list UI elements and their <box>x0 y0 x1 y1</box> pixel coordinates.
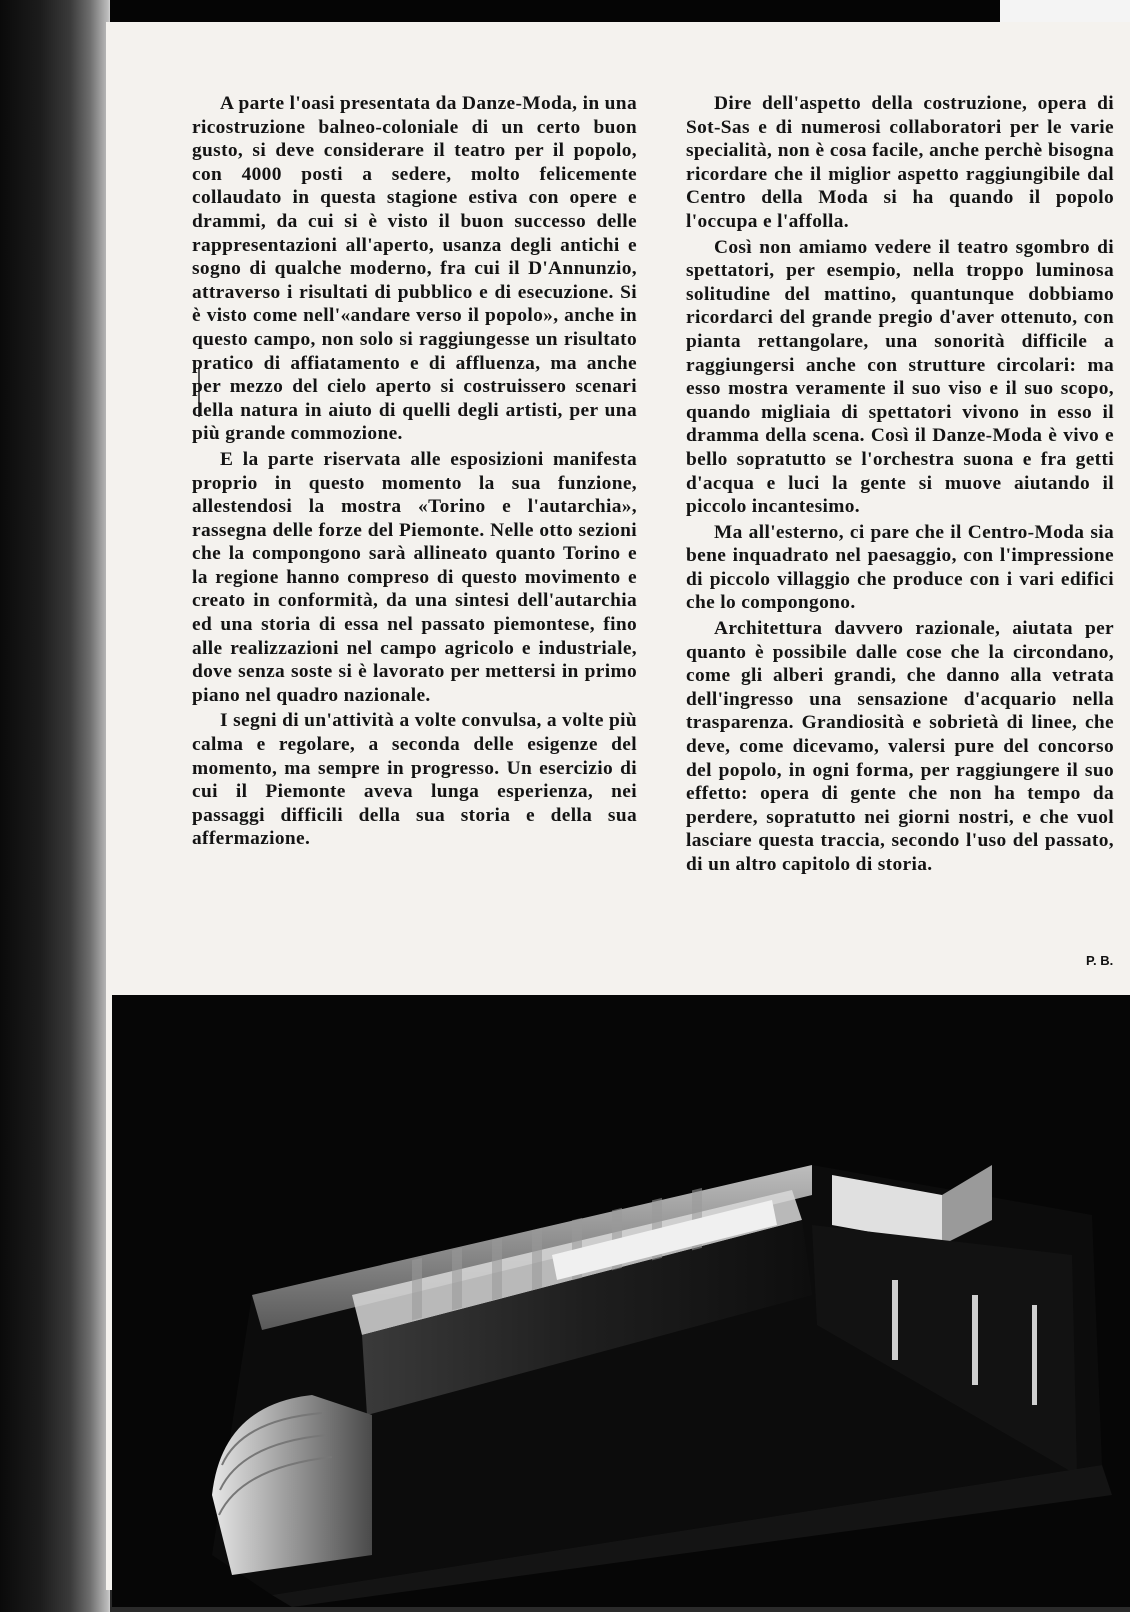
scan-binding-edge <box>0 0 110 1612</box>
paragraph: Architettura davvero razionale, aiutata per quanto è possibile dalle cose che la circondano, come gli alberi grandi, che danno alla vetrata dell'ingresso una sensazione d'acquario nella trasparenza. Grandiosità e sobrietà di linee, che deve, come dicevamo, valersi pure del concorso del popolo, in ogni forma, per raggiungere il suo effetto: opera di gente che non ha tempo da perdere, sopratutto nei giorni nostri, e che vuol lasciare questa traccia, secondo l'uso del passato, di un altro capitolo di storia. <box>686 618 1114 875</box>
building-photo <box>112 995 1130 1607</box>
paragraph: Così non amiamo vedere il teatro sgombro di spettatori, per esempio, nella troppo luminosa solitudine del mattino, quantunque dobbiamo ricordarci del grande pregio d'aver ottenuto, con pianta rettangolare, una sonorità difficile a raggiungersi anche con strutture circolari: ma esso mostra veramente il suo viso e il suo scopo, quando migliaia di spettatori vivono in esso il dramma della scena. Così il Danze-Moda è vivo e bello sopratutto se l'orchestra suona e fra getti d'acqua e luci la gente si muove aiutando il piccolo incantesimo. <box>686 236 1114 518</box>
article-right-column <box>686 92 1114 879</box>
scan-corner <box>1000 0 1130 22</box>
article-left-column <box>192 92 637 853</box>
paragraph: Ma all'esterno, ci pare che il Centro-Moda sia bene inquadrato nel paesaggio, con l'impressione di piccolo villaggio che produce con i vari edifici che lo compongono. <box>686 521 1114 614</box>
paragraph: I segni di un'attività a volte convulsa, a volte più calma e regolare, a seconda delle esigenze del momento, ma sempre in progresso. Un esercizio di cui il Piemonte aveva lunga esperienza, nei passaggi difficili della sua storia e della sua affermazione. <box>192 710 637 850</box>
paragraph: E la parte riservata alle esposizioni manifesta proprio in questo momento la sua funzione, allestendosi la mostra «Torino e l'autarchia», rassegna delle forze del Piemonte. Nelle otto sezioni che la compongono sarà allineato quanto Torino e la regione hanno compreso di questo movimento e creato in conformità, da una sintesi dell'autarchia ed una storia di essa nel passato piemontese, fino alle realizzazioni nel campo agricolo e industriale, dove senza soste si è lavorato per mettersi in primo piano nel quadro nazionale. <box>192 448 637 706</box>
paragraph: A parte l'oasi presentata da Danze-Moda, in una ricostruzione balneo-coloniale di un certo buon gusto, si deve considerare il teatro per il popolo, con 4000 posti a sedere, molto felicemente collaudato in questa stagione estiva con opere e drammi, da cui si è visto il buon successo delle rappresentazioni all'aperto, usanza degli antichi e sogno di qualche moderno, fra cui il D'Annunzio, attraverso i risultati di pubblico e di esecuzione. Si è visto come nell'«andare verso il popolo», anche in questo campo, non solo si raggiungesse un risultato pratico di affiatamento e di affluenza, ma anche per mezzo del cielo aperto si costruissero scenari della natura in aiuto di quelli degli artisti, per una più grande commozione. <box>192 93 637 445</box>
building-illustration <box>112 995 1130 1607</box>
paragraph: Dire dell'aspetto della costruzione, opera di Sot-Sas e di numerosi collaboratori per le varie specialità, non è cosa facile, anche perchè bisogna ricordare che il miglior aspetto raggiungibile dal Centro della Moda si ha quando il popolo l'occupa e l'affolla. <box>686 93 1114 232</box>
scan-top-edge <box>0 0 1130 22</box>
author-signature: P. B. <box>1086 953 1114 968</box>
